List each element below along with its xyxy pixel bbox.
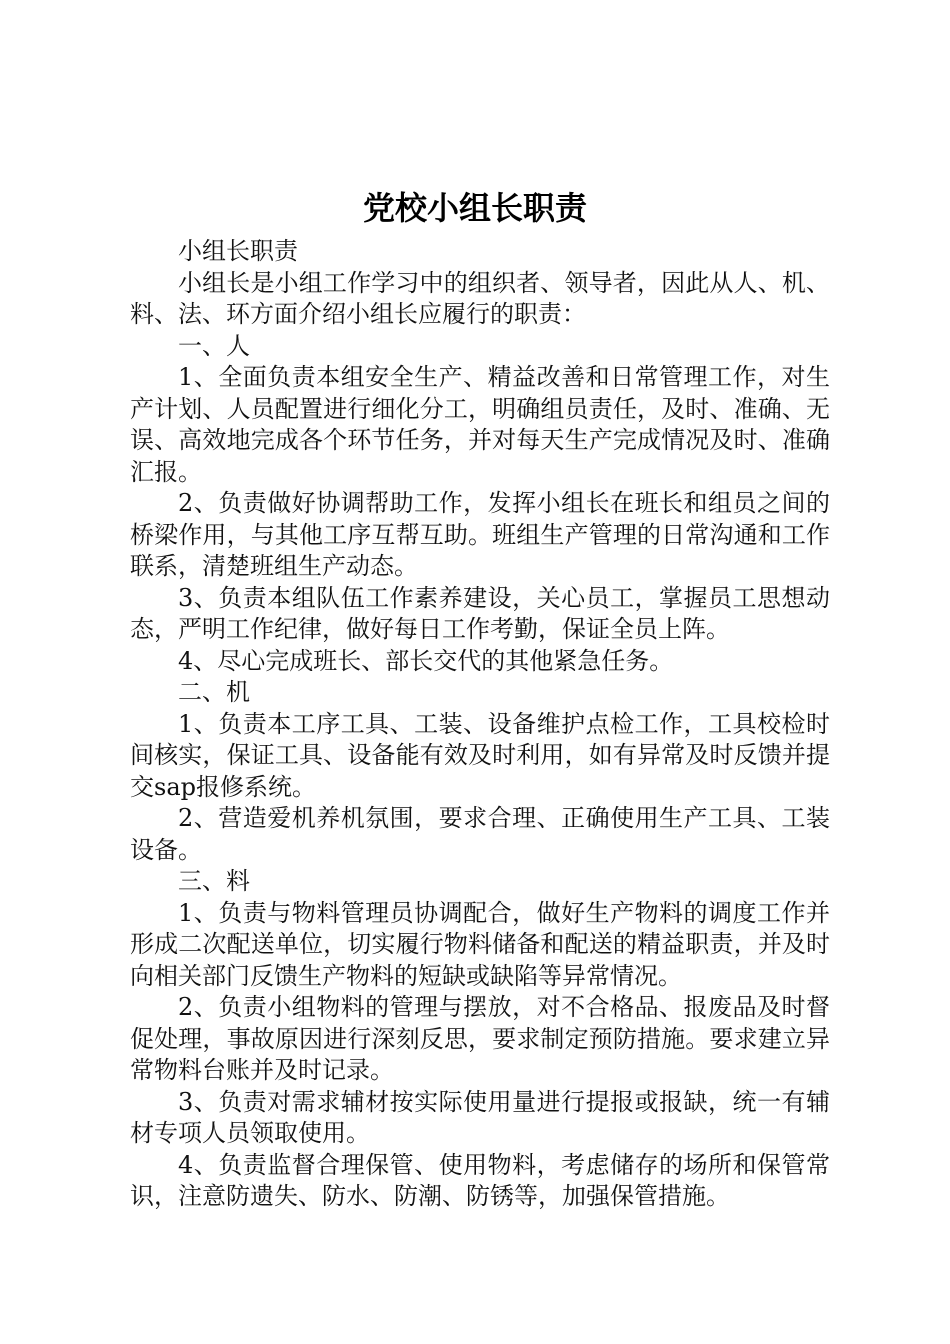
paragraph: 3、负责本组队伍工作素养建设，关心员工，掌握员工思想动态，严明工作纪律，做好每日工作考勤，保证全员上阵。 (130, 583, 830, 643)
paragraph-heading: 小组长职责 (178, 237, 298, 265)
paragraph: 3、负责对需求辅材按实际使用量进行提报或报缺，统一有辅材专项人员领取使用。 (130, 1087, 830, 1147)
paragraph: 1、负责与物料管理员协调配合，做好生产物料的调度工作并形成二次配送单位，切实履行物料储备和配送的精益职责，并及时向相关部门反馈生产物料的短缺或缺陷等异常情况。 (130, 898, 830, 990)
document-title: 党校小组长职责 (362, 189, 587, 227)
section-heading-machine: 二、机 (178, 678, 250, 706)
paragraph: 2、负责小组物料的管理与摆放，对不合格品、报废品及时督促处理，事故原因进行深刻反思，要求制定预防措施。要求建立异常物料台账并及时记录。 (130, 993, 830, 1084)
paragraph: 4、尽心完成班长、部长交代的其他紧急任务。 (178, 646, 674, 675)
paragraph: 4、负责监督合理保管、使用物料，考虑储存的场所和保管常识，注意防遗失、防水、防潮、防锈等，加强保管措施。 (130, 1150, 830, 1210)
paragraph: 1、负责本工序工具、工装、设备维护点检工作，工具校检时间核实，保证工具、设备能有效及时利用，如有异常及时反馈并提交sap报修系统。 (130, 709, 830, 801)
document-body (130, 236, 830, 1213)
paragraph: 2、营造爱机养机氛围，要求合理、正确使用生产工具、工装设备。 (130, 804, 830, 864)
paragraph-intro: 小组长是小组工作学习中的组织者、领导者，因此从人、机、料、法、环方面介绍小组长应履行的职责： (130, 268, 830, 328)
section-heading-material: 三、料 (178, 867, 250, 895)
paragraph: 1、全面负责本组安全生产、精益改善和日常管理工作，对生产计划、人员配置进行细化分工，明确组员责任，及时、准确、无误、高效地完成各个环节任务，并对每天生产完成情况及时、准确汇报。 (130, 363, 830, 486)
paragraph: 2、负责做好协调帮助工作，发挥小组长在班长和组员之间的桥梁作用，与其他工序互帮互助。班组生产管理的日常沟通和工作联系，清楚班组生产动态。 (130, 489, 830, 580)
section-heading-people: 一、人 (178, 331, 250, 360)
